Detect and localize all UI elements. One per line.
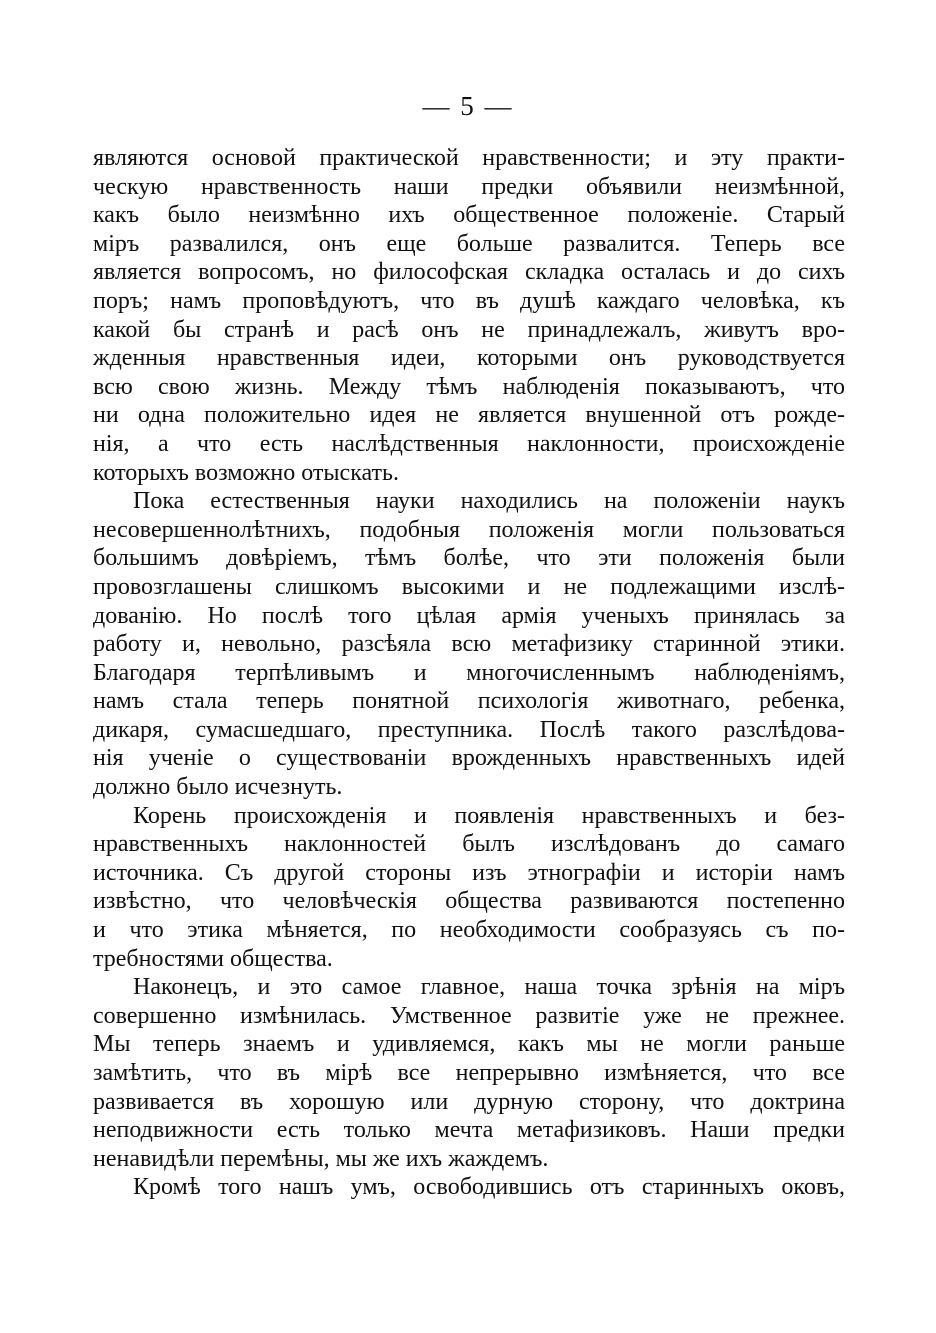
text-line: дованію. Но послѣ того цѣлая армія ученыхъ принялась за [93,602,845,629]
paragraph-3 [93,802,845,974]
text-line: источника. Съ другой стороны изъ этнографіи и исторіи намъ [93,859,845,886]
text-line: нія, а что есть наслѣдственныя наклонности, происхожденіе [93,430,845,457]
text-line: Мы теперь знаемъ и удивляемся, какъ мы не могли раньше [93,1031,845,1058]
text-line: провозглашены слишкомъ высокими и не подлежащими изслѣ- [93,573,845,600]
text-line: должно было исчезнуть. [93,774,343,801]
text-line: намъ стала теперь понятной психологія животнаго, ребенка, [93,688,845,715]
text-line: поръ; намъ проповѣдуютъ, что въ душѣ каждаго человѣка, къ [93,287,845,314]
text-line: является вопросомъ, но философская складка осталась и до сихъ [93,259,845,286]
text-line: которыхъ возможно отыскать. [93,459,399,486]
text-line: требностями общества. [93,945,333,972]
text-line: замѣтить, что въ мірѣ все непрерывно измѣняется, что все [93,1060,845,1086]
page-number: — 5 — [422,91,514,121]
paragraph-1 [93,144,845,487]
paragraph-5 [93,1173,845,1202]
text-line: извѣстно, что человѣческія общества развиваются постепенно [93,888,845,915]
text-line: совершенно измѣнилась. Умственное развитіе уже не прежнее. [93,1002,845,1029]
text-line: какой бы странѣ и расѣ онъ не принадлежалъ, живутъ вро- [93,316,845,343]
text-line: дикаря, сумасшедшаго, преступника. Послѣ такого разслѣдова- [93,716,845,743]
text-line: Наконецъ, и это самое главное, наша точка зрѣнія на міръ [133,974,845,1001]
document-body [93,144,845,1202]
text-line: Корень происхожденія и появленія нравственныхъ и без- [133,802,845,829]
text-line: Пока естественныя науки находились на положеніи наукъ [133,488,845,515]
text-line: всю свою жизнь. Между тѣмъ наблюденія показываютъ, что [93,373,845,400]
text-line: неподвижности есть только мечта метафизиковъ. Наши предки [93,1117,845,1144]
text-line: ненавидѣли перемѣны, мы же ихъ жаждемъ. [93,1145,549,1172]
text-line: ческую нравственность наши предки объявили неизмѣнной, [93,173,845,200]
text-line: ни одна положительно идея не является внушенной отъ рожде- [93,402,845,429]
paragraph-2 [93,487,845,802]
text-line: какъ было неизмѣнно ихъ общественное положеніе. Старый [93,202,845,229]
text-line: нравственныхъ наклонностей былъ изслѣдованъ до самаго [93,831,845,858]
text-line: Кромѣ того нашъ умъ, освободившись отъ старинныхъ оковъ, [133,1174,845,1201]
text-line: развивается въ хорошую или дурную сторону, что доктрина [93,1088,845,1115]
text-line: жденныя нравственныя идеи, которыми онъ руководствуется [93,345,845,372]
text-line: являются основой практической нравственности; и эту практи- [93,145,845,171]
paragraph-4 [93,973,845,1173]
text-line: работу и, невольно, разсѣяла всю метафизику старинной этики. [93,631,845,658]
text-line: міръ развалился, онъ еще больше развалится. Теперь все [93,230,845,257]
text-line: несовершеннолѣтнихъ, подобныя положенія могли пользоваться [93,516,845,543]
text-line: Благодаря терпѣливымъ и многочисленнымъ наблюденіямъ, [93,659,845,686]
text-line: большимъ довѣріемъ, тѣмъ болѣе, что эти положенія были [93,545,845,572]
text-line: и что этика мѣняется, по необходимости сообразуясь съ по- [93,917,845,944]
text-line: нія ученіе о существованіи врожденныхъ нравственныхъ идей [93,745,845,772]
